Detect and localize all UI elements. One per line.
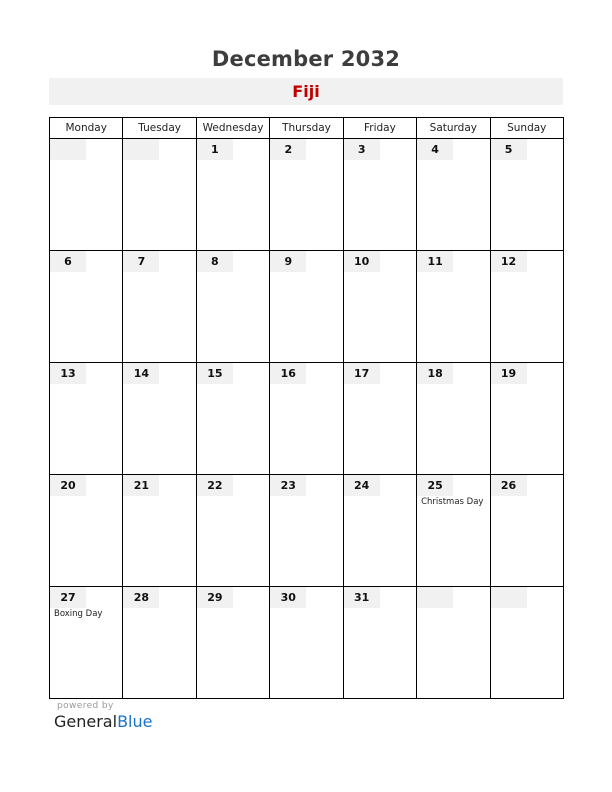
weekday-thursday: Thursday	[270, 118, 343, 139]
day-number: 10	[354, 255, 370, 268]
weekday-wednesday: Wednesday	[196, 118, 269, 139]
day-number-box	[417, 363, 453, 384]
day-number: 21	[133, 479, 150, 492]
day-number: 6	[64, 255, 72, 268]
day-cell	[196, 251, 269, 363]
day-cell	[417, 251, 490, 363]
brand-general: General	[54, 712, 118, 731]
day-cell	[123, 363, 196, 475]
day-cell	[417, 475, 490, 587]
day-number: 9	[284, 255, 293, 268]
day-number-box	[344, 363, 380, 384]
day-cell	[123, 251, 196, 363]
day-number: 1	[211, 143, 219, 156]
day-cell	[343, 587, 416, 699]
day-number-box	[197, 587, 233, 608]
day-cell	[417, 139, 490, 251]
day-number: 17	[354, 367, 370, 380]
generalblue-logo[interactable]	[54, 712, 152, 731]
day-number-box	[270, 251, 306, 272]
day-number: 26	[500, 479, 517, 492]
day-number: 13	[60, 367, 76, 380]
day-number-box	[123, 475, 159, 496]
day-number-box	[123, 363, 159, 384]
day-number: 19	[500, 367, 517, 380]
day-cell	[123, 139, 196, 251]
day-cell	[343, 139, 416, 251]
day-number: 22	[207, 479, 223, 492]
weekday-friday: Friday	[343, 118, 416, 139]
day-number-box	[197, 475, 233, 496]
day-number: 28	[133, 591, 150, 604]
day-number-box	[491, 251, 527, 272]
day-cell	[490, 475, 563, 587]
day-cell	[490, 587, 563, 699]
day-number: 30	[280, 591, 296, 604]
day-number-box	[417, 139, 453, 160]
day-cell	[123, 475, 196, 587]
day-cell	[343, 475, 416, 587]
day-cell	[50, 139, 123, 251]
day-number: 11	[427, 255, 443, 268]
day-number-box	[417, 251, 453, 272]
day-cell	[270, 251, 343, 363]
day-number: 4	[431, 143, 439, 156]
powered-by-label: powered by	[57, 701, 114, 711]
day-number-box	[491, 139, 527, 160]
day-cell	[490, 363, 563, 475]
day-cell	[270, 587, 343, 699]
week-row	[50, 251, 564, 363]
day-number-box	[417, 475, 453, 496]
day-cell	[417, 587, 490, 699]
calendar-grid	[49, 117, 564, 699]
day-number-box	[491, 475, 527, 496]
day-number-box	[270, 139, 306, 160]
day-cell	[490, 251, 563, 363]
day-cell	[196, 587, 269, 699]
day-number: 25	[427, 479, 443, 492]
holiday-label: Christmas Day	[421, 497, 484, 507]
day-number: 23	[280, 479, 296, 492]
day-number-box	[270, 587, 306, 608]
day-cell	[270, 475, 343, 587]
day-cell	[343, 251, 416, 363]
day-cell	[417, 363, 490, 475]
day-number: 20	[60, 479, 76, 492]
day-cell	[50, 251, 123, 363]
day-cell	[490, 139, 563, 251]
day-cell	[123, 587, 196, 699]
day-cell	[196, 139, 269, 251]
day-cell	[196, 475, 269, 587]
day-number-box	[197, 363, 233, 384]
country-bar	[49, 78, 563, 105]
day-cell	[50, 475, 123, 587]
day-cell	[50, 587, 123, 699]
day-cell	[50, 363, 123, 475]
day-number-box	[344, 251, 380, 272]
day-number-box	[123, 139, 159, 160]
day-number-box	[197, 139, 233, 160]
day-number-box	[270, 475, 306, 496]
day-number-box	[50, 251, 86, 272]
brand-blue: Blue	[117, 712, 153, 731]
day-cell	[196, 363, 269, 475]
day-number-box	[50, 587, 86, 608]
day-number: 14	[133, 367, 150, 380]
day-number-box	[344, 139, 380, 160]
day-number-box	[50, 139, 86, 160]
weekday-sunday: Sunday	[490, 118, 563, 139]
day-number: 3	[357, 143, 366, 156]
day-number-box	[197, 251, 233, 272]
day-number: 12	[500, 255, 517, 268]
day-number-box	[491, 363, 527, 384]
weekday-header-row	[50, 118, 564, 139]
holiday-label: Boxing Day	[54, 609, 103, 619]
day-number: 31	[354, 591, 370, 604]
day-number: 29	[207, 591, 223, 604]
day-cell	[270, 139, 343, 251]
day-number-box	[50, 475, 86, 496]
week-row	[50, 139, 564, 251]
day-number-box	[123, 587, 159, 608]
day-number-box	[491, 587, 527, 608]
day-number: 18	[427, 367, 443, 380]
calendar-title: December 2032	[211, 47, 401, 71]
day-number: 15	[207, 367, 223, 380]
day-number: 2	[284, 143, 293, 156]
day-number-box	[50, 363, 86, 384]
day-number-box	[270, 363, 306, 384]
day-number: 5	[504, 143, 513, 156]
country-name: Fiji	[292, 82, 320, 101]
weekday-monday: Monday	[50, 118, 123, 139]
day-number-box	[344, 587, 380, 608]
day-number: 7	[137, 255, 146, 268]
day-cell	[343, 363, 416, 475]
day-number-box	[417, 587, 453, 608]
weekday-tuesday: Tuesday	[123, 118, 196, 139]
week-row	[50, 475, 564, 587]
day-number: 27	[60, 591, 76, 604]
weekday-saturday: Saturday	[417, 118, 490, 139]
day-number: 8	[211, 255, 219, 268]
week-row	[50, 363, 564, 475]
day-number: 24	[354, 479, 370, 492]
day-number-box	[344, 475, 380, 496]
day-number-box	[123, 251, 159, 272]
week-row	[50, 587, 564, 699]
day-cell	[270, 363, 343, 475]
day-number: 16	[280, 367, 296, 380]
